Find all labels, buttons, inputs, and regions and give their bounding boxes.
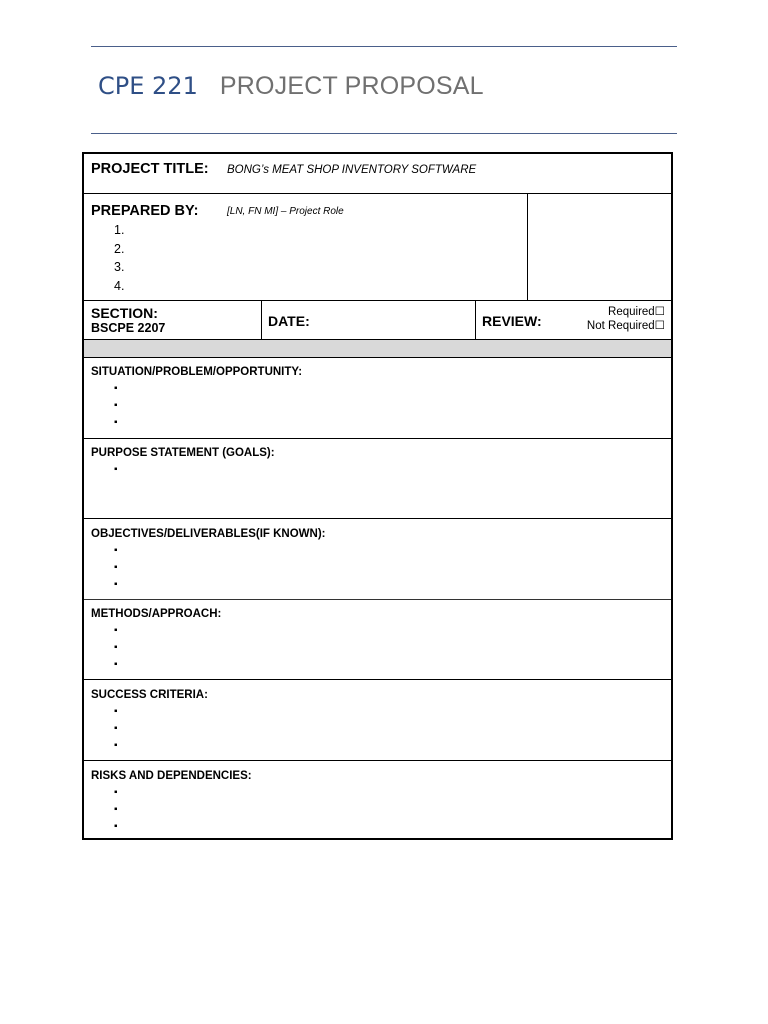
section-situation-bullets <box>114 380 118 431</box>
section-risks-bullets <box>114 784 118 835</box>
list-item[interactable]: 1. <box>114 223 125 237</box>
shaded-band <box>84 340 671 357</box>
document-title: PROJECT PROPOSAL <box>219 72 484 100</box>
list-item[interactable]: 4. <box>114 278 125 293</box>
prepared-by-list <box>114 221 124 295</box>
top-rule <box>91 46 677 47</box>
list-item[interactable]: 3. <box>114 260 125 274</box>
course-code: CPE 221 <box>98 72 198 100</box>
list-item[interactable] <box>114 818 118 835</box>
divider <box>84 193 671 194</box>
project-title-label: PROJECT TITLE: <box>91 161 209 177</box>
divider <box>84 599 671 600</box>
list-item[interactable] <box>114 397 118 414</box>
date-label: DATE: <box>268 313 310 329</box>
review-not-required-checkbox[interactable]: Not Required☐ <box>586 320 665 332</box>
section-purpose-label: PURPOSE STATEMENT (GOALS): <box>91 447 275 459</box>
list-item[interactable] <box>114 639 118 656</box>
list-item[interactable] <box>114 703 118 720</box>
list-item[interactable] <box>114 576 118 593</box>
section-methods-bullets <box>114 622 118 673</box>
list-item[interactable] <box>114 559 118 576</box>
divider <box>261 301 262 339</box>
section-label: SECTION: <box>91 305 158 321</box>
review-label: REVIEW: <box>482 313 542 329</box>
review-required-checkbox[interactable]: Required☐ <box>608 306 665 318</box>
section-success-bullets <box>114 703 118 754</box>
divider <box>84 518 671 519</box>
list-item[interactable] <box>114 414 118 431</box>
section-success-label: SUCCESS CRITERIA: <box>91 689 208 701</box>
list-item[interactable]: 2. <box>114 241 125 256</box>
list-item[interactable] <box>114 380 118 397</box>
proposal-form <box>82 152 673 840</box>
section-purpose-bullets <box>114 461 118 478</box>
section-objectives-bullets <box>114 542 118 593</box>
list-item[interactable] <box>114 461 118 478</box>
bottom-rule <box>91 133 677 134</box>
divider <box>84 357 671 358</box>
list-item[interactable] <box>114 656 118 673</box>
list-item[interactable] <box>114 801 118 818</box>
section-situation-label: SITUATION/PROBLEM/OPPORTUNITY: <box>91 366 303 378</box>
divider <box>475 301 476 339</box>
list-item[interactable] <box>114 784 118 801</box>
list-item[interactable] <box>114 542 118 559</box>
list-item[interactable] <box>114 737 118 754</box>
page-header <box>98 72 484 112</box>
prepared-by-hint: [LN, FN MI] – Project Role <box>227 206 344 217</box>
project-title-value[interactable]: BONG’s MEAT SHOP INVENTORY SOFTWARE <box>227 164 477 176</box>
review-options <box>587 305 665 333</box>
prepared-by-label: PREPARED BY: <box>91 203 199 219</box>
section-methods-label: METHODS/APPROACH: <box>91 608 222 620</box>
divider <box>84 438 671 439</box>
section-objectives-label: OBJECTIVES/DELIVERABLES(IF KNOWN): <box>91 528 326 540</box>
divider <box>84 679 671 680</box>
list-item[interactable] <box>114 720 118 737</box>
list-item[interactable] <box>114 622 118 639</box>
divider <box>84 300 671 301</box>
section-value: BSCPE 2207 <box>91 321 166 335</box>
divider <box>527 194 528 300</box>
section-risks-label: RISKS AND DEPENDENCIES: <box>91 770 252 782</box>
divider <box>84 760 671 761</box>
